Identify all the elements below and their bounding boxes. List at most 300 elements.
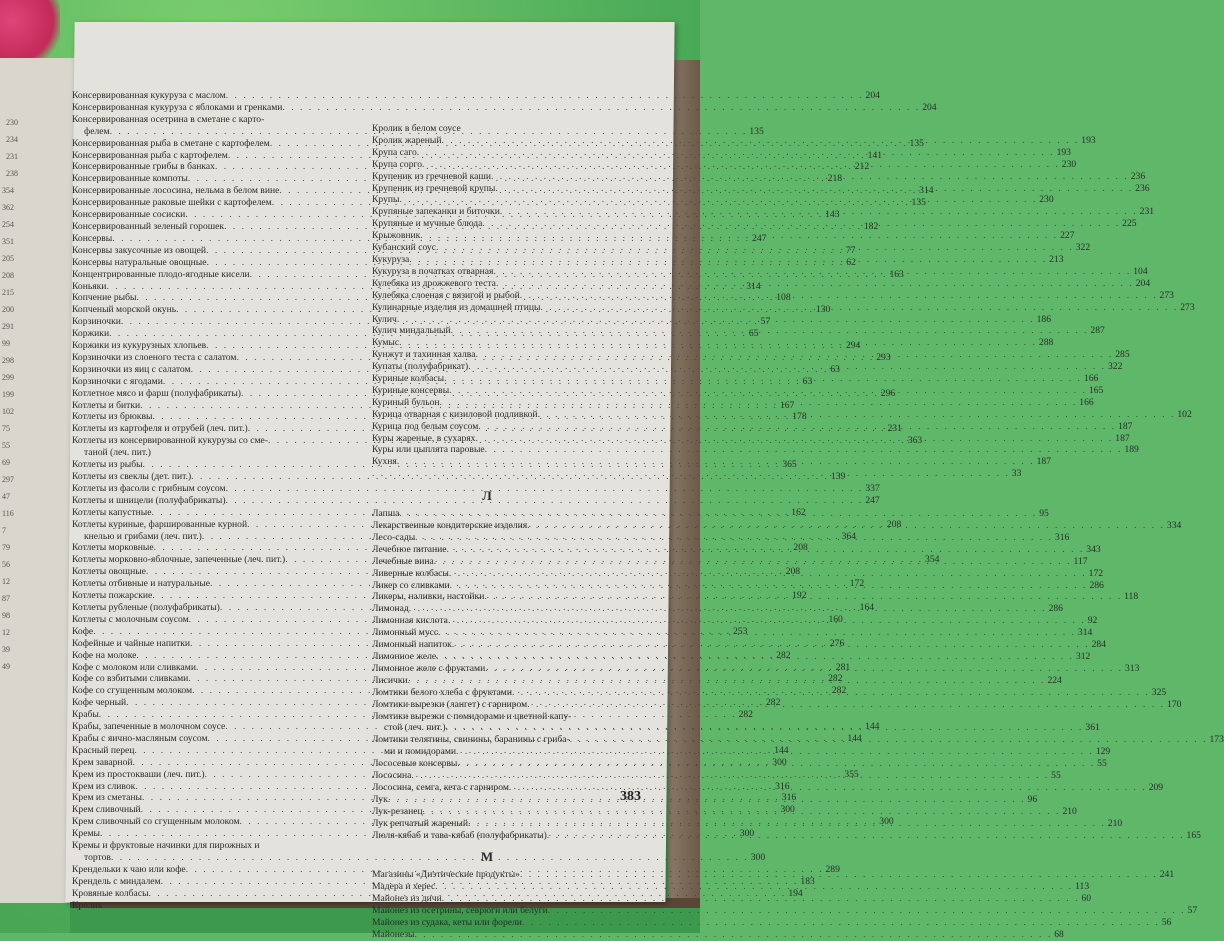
dot-leader — [475, 433, 1113, 445]
dot-leader — [423, 806, 1061, 818]
left-page-number: 39 — [2, 645, 10, 654]
entry-page: 165 — [1186, 829, 1201, 841]
dot-leader — [520, 869, 1158, 881]
entry-title: Кубанский соус — [372, 242, 436, 254]
entry-page: 139 — [830, 471, 846, 482]
entry-title: Купаты (полуфабрикат) — [372, 361, 469, 373]
entry-title: Курица под белым соусом — [372, 420, 479, 432]
left-page-number: 351 — [2, 237, 14, 246]
entry-title: Консервированная рыба в сметане с картофелем — [72, 137, 270, 149]
entry-title: Куриные колбасы — [372, 373, 445, 385]
entry-title: Котлеты и шницели (полуфабрикаты) — [72, 494, 226, 506]
entry-page: 286 — [1089, 579, 1104, 591]
entry-title: Кофе со взбитыми сливками — [72, 673, 189, 685]
dot-leader — [570, 734, 1208, 746]
entry-page: 113 — [1075, 881, 1090, 893]
entry-page: 62 — [846, 256, 856, 268]
entry-page: 286 — [1048, 603, 1063, 615]
entry-page: 163 — [889, 268, 904, 280]
entry-page: 144 — [847, 732, 862, 744]
entry-page: 166 — [1083, 373, 1099, 385]
entry-page — [264, 114, 266, 126]
dot-leader — [434, 556, 1072, 568]
entry-title: Кулебяка из дрожжевого теста — [372, 277, 496, 289]
left-page-number: 116 — [2, 509, 14, 518]
index-entry — [72, 482, 880, 495]
left-page-number: 98 — [2, 611, 10, 620]
entry-page: 118 — [1124, 591, 1139, 603]
entry-page: 92 — [1087, 615, 1098, 627]
entry-title: Мадера и херес — [372, 881, 436, 893]
dot-leader — [372, 468, 1010, 480]
left-page-number: 238 — [6, 169, 18, 178]
entry-title: Лапша — [372, 508, 400, 520]
index-entry — [72, 852, 766, 864]
left-page-number: 299 — [2, 373, 14, 382]
left-page-number: 297 — [2, 475, 14, 484]
section-letter-m: М — [480, 849, 494, 865]
entry-page — [151, 447, 153, 459]
entry-page: 96 — [1027, 793, 1038, 805]
entry-title: Консервированная кукуруза с маслом — [72, 90, 226, 101]
entry-page: 241 — [1159, 869, 1175, 881]
entry-page: 282 — [828, 673, 843, 685]
dot-leader — [485, 663, 1123, 675]
entry-title: Кулинарные изделия из домашней птицы — [372, 301, 541, 313]
entry-title: Лечебные вина — [372, 555, 434, 567]
entry-page: 334 — [1166, 520, 1182, 531]
entry-page: 144 — [774, 744, 789, 756]
dot-leader — [451, 325, 1089, 337]
entry-title: Ликеры, наливки, настойки — [372, 591, 485, 603]
entry-title: Консервированные грибы в банках — [72, 161, 215, 173]
dot-leader — [450, 580, 1088, 592]
entry-page: 300 — [780, 804, 795, 816]
dot-leader — [527, 520, 1165, 532]
entry-page: 314 — [1077, 627, 1093, 639]
entry-title: Консервированные раковые шейки с картофелем — [72, 197, 272, 209]
entry-title: Кулич миндальный — [372, 325, 451, 337]
entry-title: Крыжовник — [372, 230, 421, 242]
entry-page: 285 — [1115, 349, 1130, 361]
entry-title: Крупа саго — [372, 146, 417, 158]
entry-title: Майонез из дичи — [372, 893, 442, 905]
entry-page: 343 — [1086, 543, 1101, 555]
entry-title: фелем — [84, 125, 110, 137]
dot-leader — [411, 770, 1049, 782]
entry-page: 170 — [1167, 698, 1182, 710]
entry-title: Красный перец — [72, 744, 135, 756]
entry-title: таной (леч. пит.) — [84, 447, 151, 459]
left-page-number: 56 — [2, 560, 10, 569]
entry-title: Лук репчатый жареный — [372, 817, 468, 829]
entry-title: Курица отварная с кизиловой подливкой — [372, 408, 538, 420]
entry-page: 63 — [830, 363, 840, 375]
dot-leader — [438, 627, 1076, 639]
entry-title: Консервы закусочные из овощей — [72, 244, 207, 256]
entry-page: 313 — [1124, 662, 1140, 674]
entry-page: 300 — [739, 828, 755, 840]
left-page-number: 215 — [2, 288, 14, 297]
entry-title: Лососевые консервы — [372, 758, 458, 770]
dot-leader — [478, 421, 1116, 433]
entry-page: 117 — [1073, 555, 1088, 567]
entry-title: Крем из простокваши (леч. пит.) — [72, 768, 205, 780]
entry-title: Люля-кябаб и тава-кябаб (полуфабрикаты) — [372, 829, 547, 841]
dot-leader — [493, 266, 1131, 278]
entry-title: Котлетное мясо и фарш (полуфабрикаты) — [72, 387, 242, 399]
entry-title: Консервы натуральные овощные — [72, 256, 207, 268]
entry-page: 33 — [1011, 468, 1022, 480]
entry-page: 322 — [1075, 242, 1091, 254]
entry-page: 178 — [792, 411, 807, 423]
dot-leader — [422, 159, 1060, 171]
entry-title: Кофе черный — [72, 697, 127, 709]
entry-title: Консервированная осетрина в сметане с карто- — [72, 113, 265, 125]
entry-title: Котлеты и битки — [72, 399, 141, 411]
entry-page: 55 — [1097, 758, 1107, 770]
index-entry — [372, 917, 1172, 929]
entry-page: 300 — [750, 852, 766, 863]
dot-leader — [409, 254, 1047, 266]
entry-page: 230 — [1061, 158, 1077, 170]
entry-title: Куры жареные, в сухарях — [372, 432, 476, 444]
entry-title: Котлеты из свеклы (дет. пит.) — [72, 471, 192, 482]
index-entry — [72, 101, 937, 114]
entry-page: 208 — [785, 566, 801, 578]
left-page-number: 87 — [2, 594, 10, 603]
entry-page: 365 — [782, 459, 797, 471]
entry-page: 364 — [841, 530, 857, 542]
entry-page: 60 — [1081, 893, 1092, 905]
entry-title: стой (леч. пит.) — [384, 722, 446, 734]
entry-title: Куры или цыплята паровые — [372, 444, 485, 456]
entry-page — [461, 123, 463, 135]
entry-title: Копчение рыбы — [72, 292, 137, 304]
dot-leader — [527, 699, 1165, 711]
entry-title: кнелью и грибами (леч. пит.) — [84, 530, 202, 542]
entry-title: Крупа сорго — [372, 158, 423, 170]
entry-page: 293 — [876, 351, 891, 363]
entry-page: 160 — [828, 613, 843, 625]
entry-page: 300 — [879, 816, 894, 828]
entry-page: 173 — [1209, 734, 1224, 746]
entry-title: Крем заварной — [72, 756, 133, 768]
entry-page: 204 — [922, 101, 937, 113]
entry-page — [102, 900, 104, 912]
entry-title: Корзиночки — [72, 316, 121, 328]
dot-leader — [475, 349, 1113, 361]
entry-page: 104 — [1133, 265, 1148, 277]
entry-title: Крендель с миндалем — [72, 875, 161, 887]
entry-title: Кофе со сгущенным молоком — [72, 685, 193, 697]
entry-page: 363 — [907, 435, 923, 447]
dot-leader — [442, 135, 1080, 147]
entry-title: Ломтики телятины, свинины, баранины с гриба- — [372, 734, 570, 746]
left-page-number: 234 — [6, 135, 18, 144]
left-page-number: 12 — [2, 628, 10, 637]
entry-page: 231 — [887, 423, 902, 435]
entry-title: Лук — [372, 793, 388, 805]
entry-title: Кофе на молоке — [72, 649, 137, 661]
dot-leader — [548, 905, 1186, 917]
dot-leader — [538, 409, 1176, 421]
entry-page: 68 — [1054, 928, 1064, 940]
entry-page: 322 — [1107, 361, 1123, 373]
entry-page: 281 — [835, 661, 851, 673]
entry-title: Крем сливочный — [72, 804, 141, 816]
entry-page: 210 — [1107, 817, 1123, 829]
entry-page: 289 — [825, 863, 840, 875]
entry-title: Котлеты с молочным соусом — [72, 613, 189, 625]
entry-title: Майонезы — [372, 928, 415, 940]
entry-page: 312 — [1075, 650, 1091, 662]
entry-title: Кролик жареный — [372, 134, 442, 146]
entry-page: 212 — [854, 161, 870, 173]
left-page-number: 12 — [2, 577, 10, 586]
index-entry — [72, 90, 880, 102]
dot-leader — [485, 444, 1123, 456]
left-page-number: 69 — [2, 458, 10, 467]
entry-title: Котлеты из консервированной кукурузы со сме- — [72, 435, 268, 447]
entry-page: 187 — [1036, 456, 1051, 468]
entry-title: Кулич — [372, 313, 397, 325]
entry-title: Корзиночки из яиц с салатом — [72, 363, 191, 375]
dot-leader — [496, 278, 1134, 290]
entry-title: Крем из сливок — [72, 780, 136, 792]
dot-leader — [446, 722, 1084, 734]
entry-title: Лососина — [372, 770, 412, 782]
dot-leader — [540, 302, 1178, 314]
entry-title: Магазины «Диэтические продукты» — [372, 869, 520, 881]
page-number: 383 — [620, 789, 641, 804]
left-page-number: 362 — [2, 203, 14, 212]
entry-page: 316 — [1054, 531, 1070, 543]
entry-page: 273 — [1180, 301, 1195, 313]
entry-page: 135 — [909, 137, 924, 149]
left-page-number: 75 — [2, 424, 10, 433]
dot-leader — [417, 147, 1055, 159]
left-page-number: 205 — [2, 254, 14, 263]
entry-page: 57 — [760, 316, 771, 328]
dot-leader — [449, 385, 1087, 397]
entry-page: 186 — [1036, 313, 1051, 325]
entry-page: 284 — [1091, 639, 1106, 651]
entry-title: Кукуруза в початках отварная — [372, 265, 494, 277]
dot-leader — [397, 314, 1035, 326]
entry-page: 204 — [1135, 277, 1151, 289]
dot-leader — [442, 893, 1080, 905]
entry-title: Ливерные колбасы — [372, 567, 449, 579]
index-entry — [72, 494, 880, 507]
entry-page: 218 — [827, 173, 843, 185]
dot-leader — [226, 90, 864, 102]
left-page-number: 208 — [2, 271, 14, 280]
entry-page: 55 — [1051, 770, 1061, 782]
entry-title: Крендельки к чаю или кофе — [72, 863, 186, 875]
entry-title: Котлеты овощные — [72, 566, 146, 578]
entry-title: Лимонное желе — [372, 650, 437, 662]
entry-title: Котлеты рубленые (полуфабрикаты) — [72, 601, 220, 613]
left-page-number: 102 — [2, 407, 14, 416]
entry-page: 208 — [886, 518, 902, 530]
entry-title: Консервированный зеленый горошек — [72, 220, 225, 232]
entry-page: 316 — [775, 780, 790, 792]
entry-page: 189 — [1124, 444, 1139, 456]
entry-page: 187 — [1115, 432, 1130, 444]
dot-leader — [436, 242, 1074, 254]
index-entry — [372, 123, 602, 135]
entry-page: 172 — [1088, 567, 1104, 579]
entry-title: Кролик — [72, 899, 103, 911]
entry-title: Котлеты пожарские — [72, 590, 153, 602]
entry-title: Кулебяка слоеная с вязигой и рыбой — [372, 289, 520, 301]
entry-title: Крупяные запеканки и биточки — [372, 206, 500, 218]
entry-page: 108 — [776, 292, 791, 304]
entry-title: Лимонный напиток — [372, 639, 452, 651]
left-page-number: 231 — [6, 152, 18, 161]
entry-page: 194 — [788, 887, 803, 899]
dot-leader — [452, 639, 1090, 651]
left-page-number: 79 — [2, 543, 10, 552]
entry-page: 282 — [831, 685, 847, 697]
dot-leader — [388, 794, 1026, 806]
entry-page: 143 — [825, 209, 840, 221]
entry-title: Котлеты морковные — [72, 542, 154, 554]
entry-title: Кремы — [72, 828, 100, 840]
dot-leader — [399, 194, 1037, 206]
entry-title: Куриный бульон — [372, 396, 440, 408]
left-page-number: 291 — [2, 322, 14, 331]
dot-leader — [448, 615, 1086, 627]
entry-title: Котлеты куриные, фаршированные курной — [72, 518, 248, 530]
entry-title: Лимонад — [372, 603, 409, 615]
entry-page: 165 — [1088, 384, 1104, 396]
dot-leader — [399, 508, 1037, 520]
left-page-number: 199 — [2, 390, 14, 399]
entry-page: 167 — [779, 399, 795, 411]
index-entry — [372, 711, 602, 723]
entry-page: 210 — [1062, 805, 1077, 817]
entry-page: 77 — [845, 244, 856, 256]
dot-leader — [522, 917, 1160, 929]
entry-page: 63 — [802, 375, 813, 387]
left-page-number: 99 — [2, 339, 10, 348]
entry-page: 102 — [1177, 408, 1192, 420]
dot-leader — [415, 532, 1053, 544]
entry-page: 253 — [732, 625, 748, 637]
entry-page: 135 — [911, 197, 926, 209]
entry-page: 288 — [1038, 337, 1054, 349]
entry-page: 227 — [1060, 230, 1075, 242]
entry-title: Коржики из кукурузных хлопьев — [72, 340, 207, 352]
entry-title: тортов — [84, 852, 111, 863]
entry-title: Куриные консервы — [372, 384, 450, 396]
entry-title: Консервы — [72, 232, 113, 244]
section-letter-l: Л — [482, 488, 492, 504]
entry-title: Котлеты из картофеля и отрубей (леч. пит.) — [72, 423, 248, 435]
entry-title: Котлеты капустные — [72, 506, 152, 518]
dot-leader — [468, 361, 1106, 373]
entry-title: Котлеты отбивные и натуральные — [72, 578, 210, 590]
entry-page: 56 — [1161, 917, 1172, 928]
dot-leader — [482, 218, 1120, 230]
entry-page: 225 — [1122, 218, 1137, 230]
entry-page: 247 — [865, 494, 880, 506]
left-page-number: 49 — [2, 662, 10, 671]
entry-title: Кролик в белом соусе — [372, 123, 461, 134]
entry-page: 193 — [1081, 134, 1096, 146]
dot-leader — [456, 746, 1094, 758]
dot-leader — [447, 544, 1085, 556]
entry-page: 224 — [1047, 674, 1062, 686]
entry-page: 354 — [925, 554, 940, 566]
left-page-number: 230 — [6, 118, 18, 127]
dot-leader — [282, 102, 920, 114]
entry-title: Кукуруза — [372, 253, 410, 265]
index-entry — [372, 928, 1064, 941]
index-entry — [372, 444, 1139, 456]
dot-leader — [397, 456, 1035, 468]
entry-page: 287 — [1090, 325, 1105, 337]
dot-leader — [520, 290, 1158, 302]
left-page-number: 254 — [2, 220, 14, 229]
entry-title: Консервированная рыба с картофелем — [72, 149, 228, 161]
dot-leader — [449, 568, 1087, 580]
entry-page: 183 — [800, 875, 815, 887]
entry-page: 247 — [752, 232, 767, 244]
index-entry — [72, 114, 367, 126]
entry-title: Кофе с молоком или сливками — [72, 661, 196, 673]
entry-page: 282 — [776, 649, 791, 661]
entry-title: Кровяные колбасы — [72, 887, 149, 899]
entry-page: 296 — [880, 387, 896, 399]
entry-title: Крабы — [72, 709, 99, 721]
entry-title: Крупяные и мучные блюда — [372, 218, 483, 230]
entry-title: Лечебное питание — [372, 543, 447, 555]
entry-title: Консервированные сосиски — [72, 209, 186, 221]
entry-title: Кремы и фруктовые начинки для пирожных и — [72, 840, 260, 852]
entry-page: 314 — [746, 280, 761, 292]
entry-page: 294 — [845, 340, 861, 352]
index-entry — [72, 447, 367, 459]
entry-title: Крупеник из гречневой крупы — [372, 182, 496, 194]
entry-page: 172 — [849, 578, 865, 590]
entry-title: Крем сливочный со сгущенным молоком — [72, 816, 240, 828]
entry-title: Крабы с яично-масляным соусом — [72, 732, 208, 744]
entry-title: Ликер со сливками — [372, 579, 450, 591]
dot-leader — [399, 337, 1037, 349]
dot-leader — [500, 206, 1138, 218]
entry-title: Котлеты из брюквы — [72, 411, 153, 423]
entry-page: 166 — [1079, 396, 1094, 408]
entry-title: ми и помидорами — [384, 746, 457, 758]
entry-title: Ломтики белого хлеба с фруктами — [372, 686, 512, 698]
entry-title: Консервированная кукуруза с яблоками и гренками — [72, 101, 283, 113]
entry-title: Консервированные компоты — [72, 173, 188, 185]
entry-page: 325 — [1151, 686, 1167, 698]
entry-title: Копченый морской окунь — [72, 304, 177, 316]
entry-title: Корзиночки с ягодами — [72, 375, 163, 387]
entry-title: Лимонный мусс — [372, 627, 439, 639]
dot-leader — [509, 782, 1147, 794]
entry-page: 337 — [865, 482, 880, 494]
entry-title: Кухня — [372, 456, 397, 468]
entry-title: Лососина, семга, кета с гарниром — [372, 781, 509, 793]
entry-page: 182 — [863, 220, 879, 232]
entry-title: Корзиночки из слоеного теста с салатом — [72, 351, 237, 363]
left-page-number: 298 — [2, 356, 14, 365]
